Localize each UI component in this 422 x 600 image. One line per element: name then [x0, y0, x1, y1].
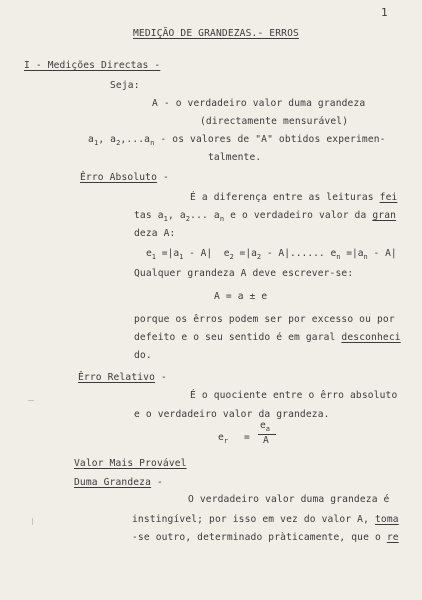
- formula-denominator: A: [263, 435, 269, 446]
- relative-error-heading: [78, 372, 167, 383]
- probable-value-heading-2: [74, 477, 163, 488]
- page-title: MEDIÇÃO DE GRANDEZAS.- ERROS: [133, 28, 299, 39]
- absolute-error-line-3: deza A:: [134, 228, 176, 239]
- section-heading-text: I - Medições Directas -: [24, 60, 161, 71]
- prob-line3-text: -se outro, determinado pràticamente, que o: [132, 532, 387, 543]
- abs-line2-sub1: 1: [163, 215, 169, 223]
- def-sub-2: 2: [116, 139, 121, 147]
- def-rest: - os valores de "A" obtidos experimen-: [154, 134, 386, 145]
- def-an: ,...a: [120, 134, 151, 145]
- formula-e2: $e_2 =|a_2 - A|$: [223, 248, 290, 261]
- page-number: 1: [381, 6, 388, 19]
- abs-line2-subn: n: [219, 215, 225, 223]
- absolute-error-title: Êrro Absoluto: [80, 172, 158, 183]
- definition-line-1: A - o verdadeiro valor duma grandeza: [152, 98, 366, 109]
- relative-error-line-2: e o verdadeiro valor da grandeza.: [134, 409, 330, 420]
- formula-numerator: $e_a$: [260, 420, 270, 433]
- relative-error-formula: [218, 420, 278, 452]
- relative-error-title: Êrro Relativo: [78, 372, 156, 383]
- def-a2: , a: [98, 134, 117, 145]
- probable-value-line-3: [132, 532, 399, 543]
- margin-mark: [28, 400, 34, 401]
- absolute-error-line-6: [134, 332, 401, 343]
- abs-line2-d: e o verdadeiro valor da: [224, 210, 373, 221]
- formula-equals: =: [244, 432, 250, 443]
- abs-line2-c: ... a: [190, 210, 220, 221]
- abs-line1-underlined: fei: [379, 192, 398, 203]
- absolute-error-line-7: do.: [134, 350, 152, 361]
- absolute-error-line-1: [190, 192, 397, 203]
- abs-line1-text: É a diferença entre as leituras: [190, 192, 380, 203]
- relative-error-dash: -: [155, 372, 167, 383]
- formula-en: $e_n =|a_n - A|$: [330, 248, 397, 261]
- definition-line-3: [88, 134, 386, 147]
- probable-value-line-2: [132, 514, 399, 525]
- abs-line2-a: tas a: [134, 210, 164, 221]
- abs-line6-underlined: desconheci: [341, 332, 401, 343]
- abs-line2-b: , a: [168, 210, 186, 221]
- absolute-error-dash: -: [157, 172, 169, 183]
- absolute-error-formula: [146, 248, 397, 261]
- absolute-error-formula-2: A = a ± e: [214, 291, 268, 302]
- probable-value-line-1: O verdadeiro valor duma grandeza é: [188, 494, 390, 505]
- section-heading: [24, 60, 160, 71]
- formula-lhs: $e_r$: [218, 432, 228, 445]
- probable-value-heading-1: Valor Mais Provável: [74, 458, 187, 469]
- abs-line2-underlined: gran: [372, 210, 397, 221]
- absolute-error-line-4: Qualquer grandeza A deve escrever-se:: [134, 268, 354, 279]
- probable-value-title: Duma Grandeza: [74, 477, 152, 488]
- seja-label: Seja:: [110, 80, 140, 91]
- abs-line6-text: defeito e o seu sentido é em garal: [134, 332, 342, 343]
- margin-mark: [32, 518, 33, 525]
- absolute-error-line-5: porque os êrros podem ser por excesso ou por: [134, 314, 395, 325]
- abs-line2-sub2: 2: [185, 215, 191, 223]
- prob-line3-underlined: re: [386, 532, 399, 543]
- absolute-error-heading: [80, 172, 169, 183]
- probable-value-dash: -: [151, 477, 163, 488]
- prob-line2-underlined: toma: [374, 514, 399, 525]
- def-sub-1: 1: [93, 139, 99, 147]
- prob-line2-text: instingível; por isso em vez do valor A,: [132, 514, 375, 525]
- definition-line-2: (directamente mensurável): [200, 116, 349, 127]
- definition-line-4: talmente.: [208, 152, 262, 163]
- formula-e1: $e_1 =|a_1 - A|$: [146, 248, 213, 261]
- def-sub-n: n: [150, 139, 155, 147]
- absolute-error-line-2: [134, 210, 396, 223]
- relative-error-line-1: É o quociente entre o êrro absoluto: [190, 390, 398, 401]
- formula-dots: ......: [290, 248, 325, 259]
- def-a: a: [88, 134, 94, 145]
